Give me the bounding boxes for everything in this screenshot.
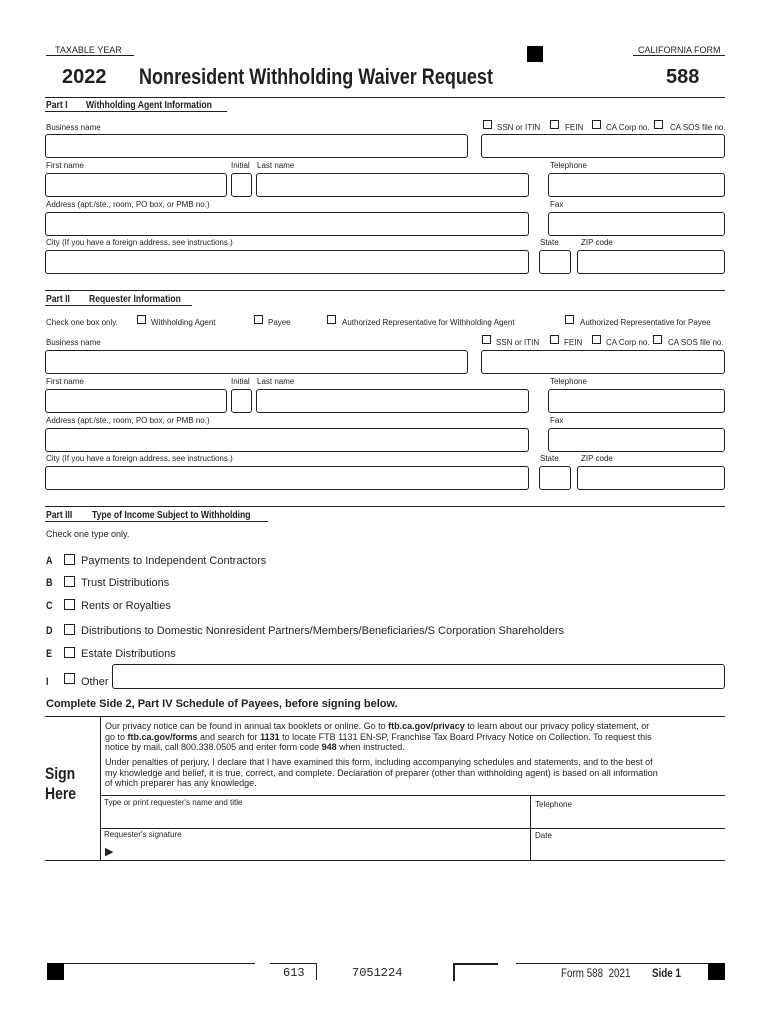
p1-id-number-field[interactable] <box>481 134 725 158</box>
part2-label: Part II <box>46 293 70 305</box>
california-form-label: CALIFORNIA FORM <box>638 45 721 55</box>
p2-city-field[interactable] <box>45 466 529 490</box>
p1-last-name-label: Last name <box>257 161 295 170</box>
p3-check-one-label: Check one type only. <box>46 529 130 539</box>
part1-title-underline <box>45 111 227 112</box>
p3-letter-a: A <box>46 555 53 567</box>
header-rule-right <box>633 55 725 56</box>
p1-initial-label: Initial <box>231 161 250 170</box>
privacy-text-3a: notice by mail, call 800.338.0505 and enter form code <box>105 742 322 752</box>
part3-title: Type of Income Subject to Withholding <box>92 509 251 521</box>
p1-ssn-label: SSN or ITIN <box>497 123 541 132</box>
sign-date-field[interactable] <box>531 840 725 860</box>
p3-c-checkbox[interactable] <box>64 599 75 610</box>
registration-mark-bottom-right <box>708 963 725 980</box>
perjury-line-2: my knowledge and belief, it is true, correct, and complete. Declaration of preparer (other than withholding agent) is based on all information <box>105 767 658 778</box>
requester-signature-field[interactable] <box>118 840 530 860</box>
sign-signature-top-rule <box>100 828 725 829</box>
p2-casos-checkbox[interactable] <box>653 335 662 344</box>
form-title: Nonresident Withholding Waiver Request <box>139 64 493 89</box>
p2-fax-label: Fax <box>550 416 564 425</box>
p3-complete-note: Complete Side 2, Part IV Schedule of Payees, before signing below. <box>46 698 398 710</box>
p1-last-name-field[interactable] <box>256 173 529 197</box>
p2-business-name-label: Business name <box>46 338 101 347</box>
p2-telephone-field[interactable] <box>548 389 725 413</box>
p3-other-checkbox[interactable] <box>64 673 75 684</box>
requester-name-title-label: Type or print requester's name and title <box>104 798 243 807</box>
p3-a-label: Payments to Independent Contractors <box>81 555 267 567</box>
p2-first-name-label: First name <box>46 377 84 386</box>
privacy-text-2c: to locate FTB 1131 EN-SP, Franchise Tax Board Privacy Notice on Collection. To request this <box>279 731 652 742</box>
requester-signature-label: Requester's signature <box>104 830 182 839</box>
sign-telephone-field[interactable] <box>531 810 725 828</box>
p1-fein-label: FEIN <box>565 123 584 132</box>
p2-ssn-checkbox[interactable] <box>482 335 491 344</box>
p1-fax-field[interactable] <box>548 212 725 236</box>
sign-divider <box>100 716 101 861</box>
p3-d-label: Distributions to Domestic Nonresident Partners/Members/Beneficiaries/S Corporation Shareholders <box>81 625 564 637</box>
p1-zip-field[interactable] <box>577 250 725 274</box>
p3-b-checkbox[interactable] <box>64 576 75 587</box>
p2-state-label: State <box>540 454 559 463</box>
p1-cacorp-label: CA Corp no. <box>606 123 650 132</box>
footer-rule-right <box>516 963 708 964</box>
p1-business-name-label: Business name <box>46 123 101 132</box>
p2-auth-rep-agent-checkbox[interactable] <box>327 315 336 324</box>
registration-mark-bottom-left <box>47 963 64 980</box>
p2-id-number-field[interactable] <box>481 350 725 374</box>
p1-initial-field[interactable] <box>231 173 252 197</box>
perjury-line-3: of which preparer has any knowledge. <box>105 778 257 788</box>
p2-business-name-field[interactable] <box>45 350 468 374</box>
taxable-year-label: TAXABLE YEAR <box>55 45 122 55</box>
p2-withholding-agent-checkbox[interactable] <box>137 315 146 324</box>
p1-zip-label: ZIP code <box>581 238 613 247</box>
privacy-link-2[interactable]: ftb.ca.gov/forms <box>127 731 198 742</box>
footer-side: Side 1 <box>652 966 681 980</box>
p3-e-checkbox[interactable] <box>64 647 75 658</box>
sign-top-rule <box>45 716 725 717</box>
p3-other-label: Other <box>81 676 109 688</box>
form-number: 588 <box>666 66 700 88</box>
p2-zip-label: ZIP code <box>581 454 613 463</box>
p2-fein-label: FEIN <box>564 338 583 347</box>
registration-mark-top <box>527 46 543 62</box>
privacy-text-3b: when instructed. <box>336 742 405 752</box>
footer-bracket-left-v <box>316 963 317 980</box>
p2-initial-field[interactable] <box>231 389 252 413</box>
p2-city-label: City (If you have a foreign address, see instructions.) <box>46 454 233 463</box>
p1-state-label: State <box>540 238 559 247</box>
p1-telephone-field[interactable] <box>548 173 725 197</box>
privacy-text-1b: to learn about our privacy policy statement, or <box>464 721 650 731</box>
p3-other-field[interactable] <box>112 664 725 689</box>
sign-telephone-label: Telephone <box>535 800 572 809</box>
p3-letter-e: E <box>46 648 53 660</box>
p1-city-label: City (If you have a foreign address, see instructions.) <box>46 238 233 247</box>
p1-city-field[interactable] <box>45 250 529 274</box>
requester-name-field[interactable] <box>101 808 530 828</box>
part3-title-underline <box>45 521 268 522</box>
p3-letter-d: D <box>46 625 53 637</box>
footer-bracket-right <box>453 963 498 981</box>
p2-auth-rep-agent-label: Authorized Representative for Withholding Agent <box>342 318 515 327</box>
privacy-link-1[interactable]: ftb.ca.gov/privacy <box>388 721 465 731</box>
privacy-form-code: 948 <box>321 742 337 752</box>
perjury-line-1: Under penalties of perjury, I declare that I have examined this form, including accompanying schedules and statements, and to the best of <box>105 757 653 767</box>
p2-address-field[interactable] <box>45 428 529 452</box>
p2-auth-rep-payee-label: Authorized Representative for Payee <box>580 318 711 327</box>
part1-rule <box>45 97 725 98</box>
p2-last-name-label: Last name <box>257 377 295 386</box>
p3-c-label: Rents or Royalties <box>81 600 171 612</box>
p2-casos-label: CA SOS file no. <box>668 338 724 347</box>
p2-fax-field[interactable] <box>548 428 725 452</box>
signature-arrow-icon: ▶ <box>105 846 114 858</box>
header-rule-left <box>46 55 134 56</box>
footer-code-7051224: 7051224 <box>352 966 403 980</box>
p2-check-one-label: Check one box only. <box>46 318 118 327</box>
p3-letter-c: C <box>46 600 53 612</box>
p2-cacorp-checkbox[interactable] <box>592 335 601 344</box>
p2-last-name-field[interactable] <box>256 389 529 413</box>
p2-fein-checkbox[interactable] <box>550 335 559 344</box>
p2-payee-label: Payee <box>268 318 291 327</box>
p3-e-label: Estate Distributions <box>81 648 176 660</box>
footer-form-ref: Form 588 2021 <box>561 966 631 980</box>
p1-casos-label: CA SOS file no. <box>670 123 726 132</box>
sign-title-1: Sign <box>45 764 76 783</box>
part3-label: Part III <box>46 509 73 521</box>
p1-telephone-label: Telephone <box>550 161 587 170</box>
p2-zip-field[interactable] <box>577 466 725 490</box>
p1-address-label: Address (apt./ste., room, PO box, or PMB no.) <box>46 200 210 209</box>
sign-title-2: Here <box>45 784 77 803</box>
p3-d-checkbox[interactable] <box>64 624 75 635</box>
p2-state-field[interactable] <box>539 466 571 490</box>
tax-year: 2022 <box>62 66 107 88</box>
privacy-text-1a: Our privacy notice can be found in annual tax booklets or online. Go to <box>105 721 389 731</box>
part2-title: Requester Information <box>89 293 181 305</box>
p2-address-label: Address (apt./ste., room, PO box, or PMB no.) <box>46 416 210 425</box>
sign-bottom-rule <box>45 860 725 861</box>
p2-first-name-field[interactable] <box>45 389 227 413</box>
p1-first-name-field[interactable] <box>45 173 227 197</box>
footer-rule-left <box>64 963 255 964</box>
p2-payee-checkbox[interactable] <box>254 315 263 324</box>
part1-label: Part I <box>46 99 68 111</box>
p3-b-label: Trust Distributions <box>81 577 170 589</box>
footer-code-613: 613 <box>283 966 305 980</box>
p1-state-field[interactable] <box>539 250 571 274</box>
p1-ssn-checkbox[interactable] <box>483 120 492 129</box>
p1-address-field[interactable] <box>45 212 529 236</box>
sign-name-top-rule <box>100 795 725 796</box>
p2-ssn-label: SSN or ITIN <box>496 338 540 347</box>
p1-cacorp-checkbox[interactable] <box>592 120 601 129</box>
privacy-form-number: 1131 <box>260 731 280 742</box>
part3-rule <box>45 506 725 507</box>
privacy-notice <box>105 721 725 753</box>
p2-initial-label: Initial <box>231 377 250 386</box>
p1-casos-checkbox[interactable] <box>654 120 663 129</box>
p1-fein-checkbox[interactable] <box>550 120 559 129</box>
p2-telephone-label: Telephone <box>550 377 587 386</box>
p1-first-name-label: First name <box>46 161 84 170</box>
part2-title-underline <box>45 305 192 306</box>
p3-a-checkbox[interactable] <box>64 554 75 565</box>
p3-letter-b: B <box>46 577 53 589</box>
perjury-statement <box>105 757 725 789</box>
p1-business-name-field[interactable] <box>45 134 468 158</box>
p1-fax-label: Fax <box>550 200 564 209</box>
part2-rule <box>45 290 725 291</box>
privacy-text-2a: go to <box>105 731 128 742</box>
p2-auth-rep-payee-checkbox[interactable] <box>565 315 574 324</box>
p2-cacorp-label: CA Corp no. <box>606 338 650 347</box>
sign-date-label: Date <box>535 831 552 840</box>
footer-rule-mid <box>270 963 317 964</box>
p3-letter-i: I <box>46 676 49 688</box>
p2-withholding-agent-label: Withholding Agent <box>151 318 216 327</box>
privacy-text-2b: and search for <box>197 731 261 742</box>
part1-title: Withholding Agent Information <box>86 99 212 111</box>
